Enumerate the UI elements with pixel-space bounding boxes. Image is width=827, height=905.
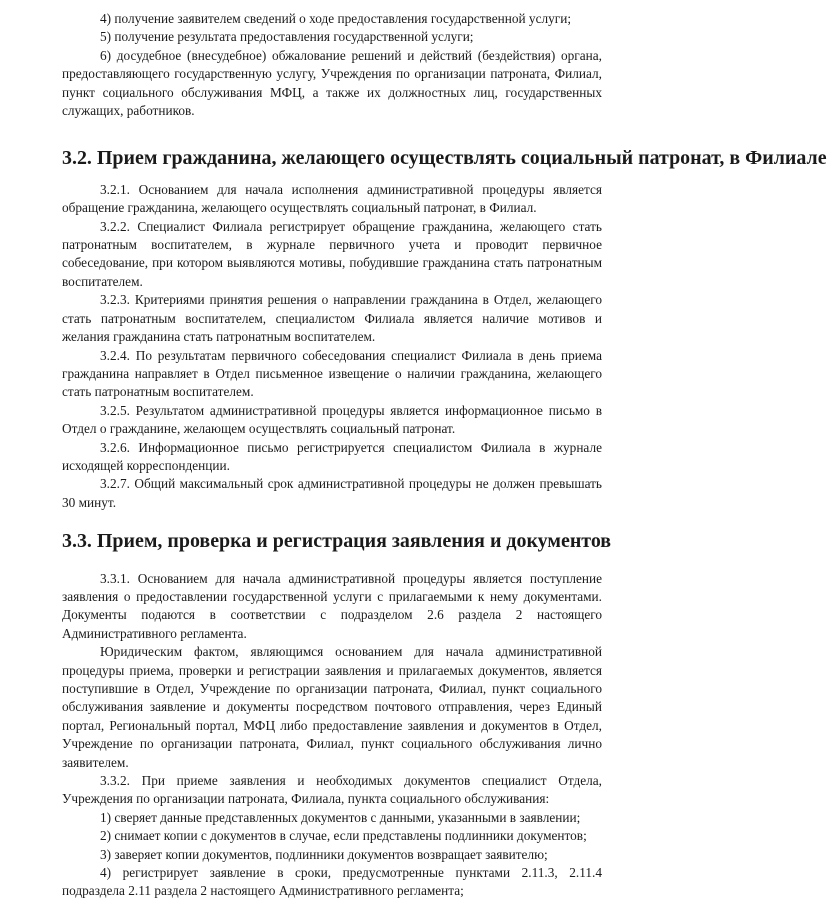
list-item: 2) снимает копии с документов в случае, если представлены подлинники документов;	[100, 828, 587, 844]
paragraph: 3.3.2. При приеме заявления и необходимых документов специалист Отдела, Учреждения по организации патроната, Филиала, пункта социального обслуживания:	[62, 773, 602, 807]
section-heading: 3.3. Прием, проверка и регистрация заявления и документов	[62, 530, 612, 553]
paragraph: Юридическим фактом, являющимся основанием для начала административной процедуры приема, проверки и регистрации заявления и прилагаемых документов, является поступившие в Отдел, Учреждение по организации патроната, Филиал, пункт социального обслуживания заявление и документы посредством почтового отправления, через Единый портал, Региональный портал, МФЦ либо предоставление заявления и документов в Отдел, Учреждение по организации патроната, Филиал, пункт социального обслуживания лично заявителем.	[62, 644, 602, 770]
section-heading: 3.2. Прием гражданина, желающего осуществлять социальный патронат, в Филиале	[62, 147, 827, 170]
paragraph: 3.2.7. Общий максимальный срок административной процедуры не должен превышать 30 минут.	[62, 476, 602, 510]
document-page	[62, 10, 827, 901]
paragraph: 3.3.1. Основанием для начала административной процедуры является поступление заявления о предоставлении государственной услуги с прилагаемыми к нему документами. Документы подаются в соответствии с подразделом 2.6 раздела 2 настоящего Административного регламента.	[62, 570, 602, 641]
list-item: 1) сверяет данные представленных документов с данными, указанными в заявлении;	[100, 809, 581, 825]
paragraph: 3.2.6. Информационное письмо регистрируется специалистом Филиала в журнале исходящей корреспонденции.	[62, 439, 602, 473]
paragraph: 3.2.5. Результатом административной процедуры является информационное письмо в Отдел о гражданине, желающем осуществлять социальный патронат.	[62, 402, 602, 437]
list-item: 6) досудебное (внесудебное) обжалование решений и действий (бездействия) органа, предоставляющего государственную услугу, Учреждения по организации патроната, Филиал, пункт социального обслуживания МФЦ, а также их должностных лиц, государственных служащих, работников.	[62, 47, 602, 119]
list-item: 5) получение результата предоставления государственной услуги;	[100, 29, 474, 45]
list-item: 4) получение заявителем сведений о ходе предоставления государственной услуги;	[100, 11, 572, 26]
paragraph: 3.2.1. Основанием для начала исполнения административной процедуры является обращение гражданина, желающего осуществлять социальный патронат, в Филиал.	[62, 181, 602, 216]
paragraph: 3.2.4. По результатам первичного собеседования специалист Филиала в день приема гражданина направляет в Отдел письменное извещение о наличии гражданина, желающего стать патронатным воспитателем.	[62, 347, 602, 400]
list-item: 3) заверяет копии документов, подлинники документов возвращает заявителю;	[100, 846, 548, 862]
list-item: 4) регистрирует заявление в сроки, предусмотренные пунктами 2.11.3, 2.11.4 подраздела 2.11 раздела 2 настоящего Административного регламента;	[62, 865, 602, 899]
paragraph: 3.2.3. Критериями принятия решения о направлении гражданина в Отдел, желающего стать патронатным воспитателем, специалистом Филиала является наличие мотивов и желания гражданина стать патронатным воспитателем.	[62, 292, 602, 345]
paragraph: 3.2.2. Специалист Филиала регистрирует обращение гражданина, желающего стать патронатным воспитателем, в журнале первичного учета и проводит первичное собеседование, при котором выявляются мотивы, побудившие гражданина стать патронатным воспитателем.	[62, 218, 602, 289]
